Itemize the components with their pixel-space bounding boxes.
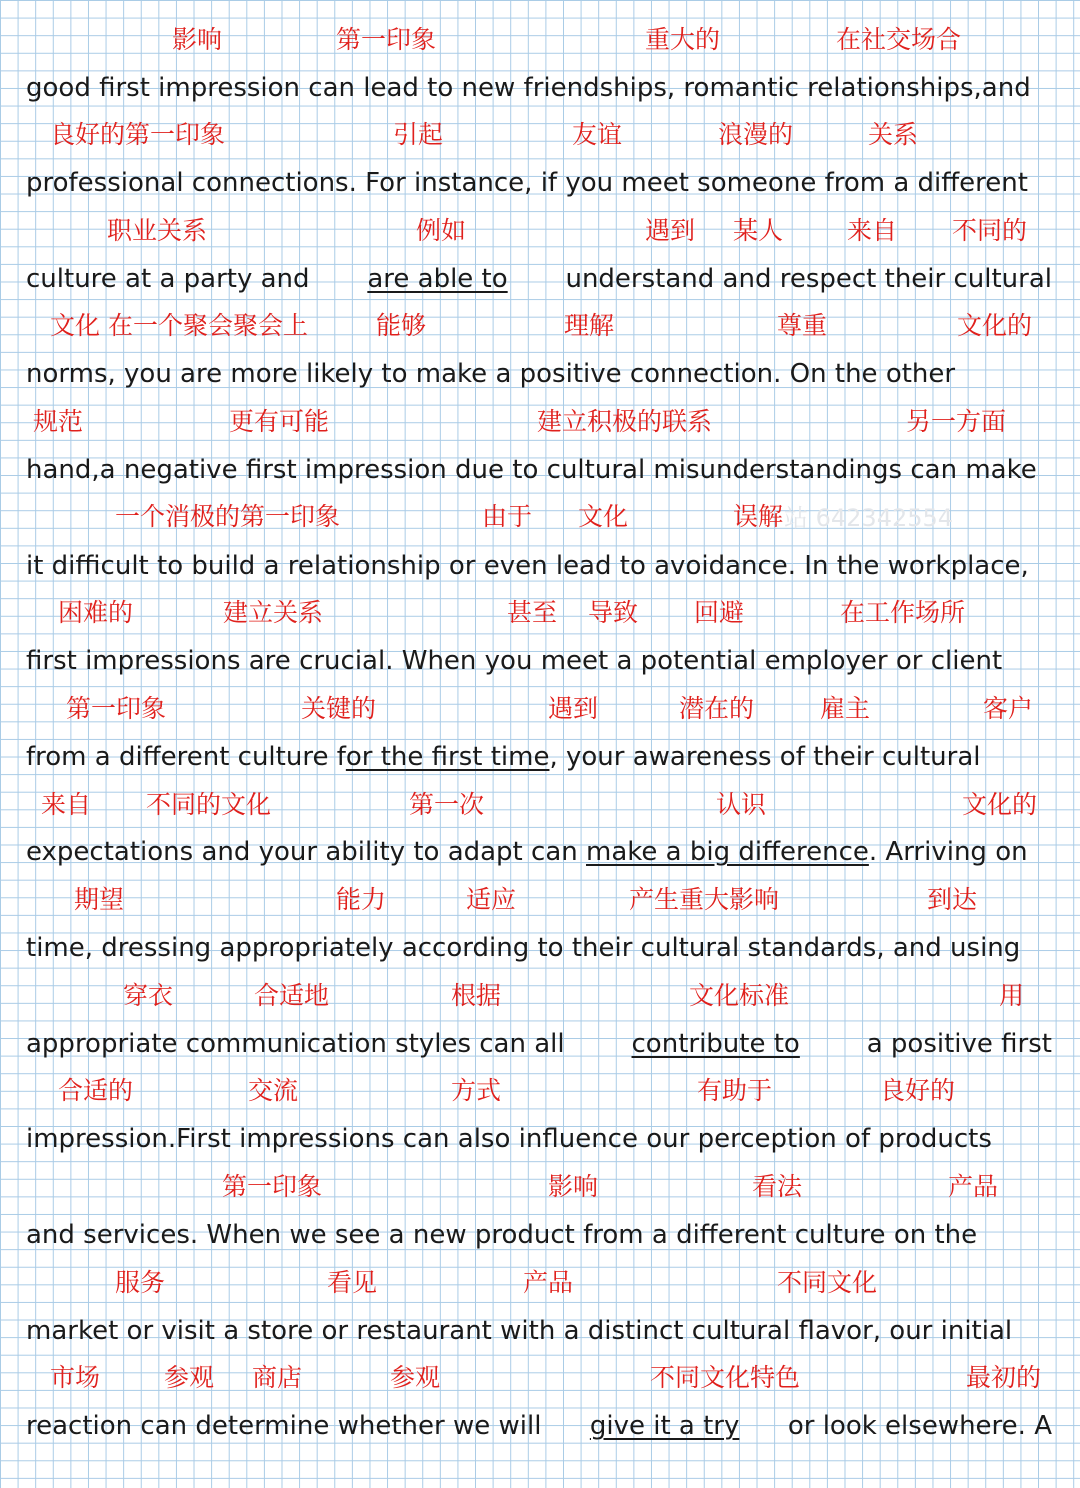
english-text: culture at a party and [26, 264, 310, 294]
gloss-word: 遇到 [548, 694, 599, 723]
gloss-word: 雇主 [820, 694, 871, 723]
gloss-word: 职业关系 [107, 216, 208, 245]
gloss-word: 适应 [466, 885, 517, 914]
gloss-word: 良好的第一印象 [50, 120, 226, 149]
english-text: , your awareness of their cultural [549, 742, 981, 772]
gloss-word: 市场 [50, 1363, 101, 1392]
english-line [26, 546, 1052, 586]
chinese-gloss-line [0, 1073, 1080, 1109]
english-text: and services. When we see a new product from a different culture on the [26, 1220, 978, 1250]
chinese-gloss-line [0, 22, 1080, 58]
underlined-phrase: give it a try [589, 1411, 740, 1441]
gloss-word: 建立关系 [223, 598, 324, 627]
gloss-word: 在社交场合 [836, 25, 962, 54]
gloss-word: 更有可能 [229, 407, 330, 436]
gloss-word: 关键的 [301, 694, 377, 723]
underlined-phrase: contribute to [631, 1029, 800, 1059]
gloss-word: 文化 在一个聚会聚会上 [50, 311, 308, 340]
gloss-word: 误解 [733, 502, 784, 531]
english-text: hand,a negative first impression due to cultural misunderstandings can make [26, 455, 1037, 485]
chinese-gloss-line [0, 308, 1080, 344]
gloss-word: 参观 [390, 1363, 441, 1392]
english-line [26, 1024, 1052, 1064]
gloss-word: 客户 [983, 694, 1034, 723]
gloss-word: 重大的 [645, 25, 721, 54]
gloss-word: 某人 [733, 216, 784, 245]
gloss-word: 产品 [523, 1268, 574, 1297]
gloss-word: 第一印象 [222, 1172, 323, 1201]
english-line [26, 68, 1052, 108]
english-line [26, 641, 1052, 681]
english-line [26, 1215, 1052, 1255]
gloss-word: 导致 [588, 598, 639, 627]
gloss-word: 到达 [927, 885, 978, 914]
gloss-word: 文化的 [957, 311, 1033, 340]
chinese-gloss-line [0, 691, 1080, 727]
english-text: norms, you are more likely to make a positive connection. On the other [26, 359, 956, 389]
english-text: a positive first [866, 1029, 1052, 1059]
gloss-word: 产生重大影响 [629, 885, 780, 914]
chinese-gloss-line [0, 978, 1080, 1014]
english-text: or look elsewhere. A [787, 1411, 1052, 1441]
gloss-word: 潜在的 [679, 694, 755, 723]
gloss-word: 服务 [115, 1268, 166, 1297]
gloss-word: 穿衣 [123, 981, 174, 1010]
gloss-word: 来自 [41, 790, 92, 819]
gloss-word: 规范 [33, 407, 84, 436]
english-text: it difficult to build a relationship or even lead to avoidance. In the workplace, [26, 551, 1029, 581]
english-line [26, 450, 1052, 490]
english-text: appropriate communication styles can all [26, 1029, 565, 1059]
english-text: first impressions are crucial. When you meet a potential employer or client [26, 646, 1003, 676]
gloss-word: 遇到 [645, 216, 696, 245]
gloss-word: 良好的 [880, 1076, 956, 1105]
gloss-word: 不同文化 [777, 1268, 878, 1297]
chinese-gloss-line [0, 787, 1080, 823]
gloss-word: 关系 [868, 120, 919, 149]
gloss-word: 在工作场所 [840, 598, 966, 627]
english-line [26, 259, 1052, 299]
gloss-word: 建立积极的联系 [537, 407, 713, 436]
gloss-word: 能够 [376, 311, 427, 340]
english-text: understand and respect their cultural [565, 264, 1052, 294]
gloss-word: 认识 [716, 790, 767, 819]
gloss-word: 影响 [548, 1172, 599, 1201]
chinese-gloss-line [0, 1265, 1080, 1301]
gloss-word: 第一印象 [66, 694, 167, 723]
gloss-word: 文化的 [962, 790, 1038, 819]
chinese-gloss-line [0, 1360, 1080, 1396]
english-text: from a different culture f [26, 742, 346, 772]
gloss-word: 困难的 [58, 598, 134, 627]
gloss-word: 商店 [252, 1363, 303, 1392]
gloss-word: 第一印象 [336, 25, 437, 54]
gloss-word: 第一次 [409, 790, 485, 819]
gloss-word: 期望 [74, 885, 125, 914]
gloss-word: 根据 [451, 981, 502, 1010]
gloss-word: 能力 [336, 885, 387, 914]
chinese-gloss-line [0, 1169, 1080, 1205]
english-line [26, 1311, 1052, 1351]
gloss-word: 文化 [578, 502, 629, 531]
gloss-word: 看法 [752, 1172, 803, 1201]
english-text: time, dressing appropriately according to their cultural standards, and using [26, 933, 1021, 963]
gloss-word: 引起 [393, 120, 444, 149]
english-text: professional connections. For instance, if you meet someone from a different [26, 168, 1028, 198]
underlined-phrase: are able to [367, 264, 508, 294]
chinese-gloss-line [0, 882, 1080, 918]
gloss-word: 来自 [847, 216, 898, 245]
gloss-word: 参观 [164, 1363, 215, 1392]
gloss-word: 影响 [172, 25, 223, 54]
gloss-word: 文化标准 [689, 981, 790, 1010]
chinese-gloss-line [0, 213, 1080, 249]
gloss-word: 交流 [248, 1076, 299, 1105]
gloss-word: 方式 [451, 1076, 502, 1105]
gloss-word: 例如 [416, 216, 467, 245]
gloss-word: 回避 [694, 598, 745, 627]
underlined-phrase: or the first time [345, 742, 550, 772]
gloss-word: 尊重 [777, 311, 828, 340]
english-line [26, 1406, 1052, 1446]
english-text: impression.First impressions can also influence our perception of products [26, 1124, 992, 1154]
gloss-word: 由于 [482, 502, 533, 531]
gloss-word: 不同的文化 [146, 790, 272, 819]
gloss-word: 产品 [948, 1172, 999, 1201]
chinese-gloss-line [0, 117, 1080, 153]
chinese-gloss-line [0, 404, 1080, 440]
gloss-word: 看见 [327, 1268, 378, 1297]
chinese-gloss-line [0, 595, 1080, 631]
gloss-word: 一个消极的第一印象 [115, 502, 341, 531]
gloss-word: 浪漫的 [718, 120, 794, 149]
english-text: good first impression can lead to new friendships, romantic relationships,and [26, 73, 1031, 103]
gloss-word: 甚至 [507, 598, 558, 627]
english-line [26, 737, 1052, 777]
gloss-word: 合适的 [58, 1076, 134, 1105]
gloss-word: 理解 [564, 311, 615, 340]
gloss-word: 友谊 [572, 120, 623, 149]
gloss-word: 不同的 [952, 216, 1028, 245]
gloss-word: 最初的 [966, 1363, 1042, 1392]
underlined-phrase: make a big difference [586, 837, 869, 867]
gloss-word: 有助于 [697, 1076, 773, 1105]
english-line [26, 1119, 1052, 1159]
gloss-word: 用 [999, 981, 1025, 1010]
english-line [26, 928, 1052, 968]
english-line [26, 832, 1052, 872]
gloss-word: 不同文化特色 [650, 1363, 801, 1392]
english-text: reaction can determine whether we will [26, 1411, 542, 1441]
english-text: market or visit a store or restaurant with a distinct cultural flavor, our initial [26, 1316, 1013, 1346]
watermark: 站 642342554 [784, 504, 954, 532]
gloss-word: 另一方面 [906, 407, 1007, 436]
gloss-word: 合适地 [254, 981, 330, 1010]
english-line [26, 163, 1052, 203]
english-line [26, 354, 1052, 394]
english-text: expectations and your ability to adapt can [26, 837, 586, 867]
english-text: . Arriving on [868, 837, 1028, 867]
